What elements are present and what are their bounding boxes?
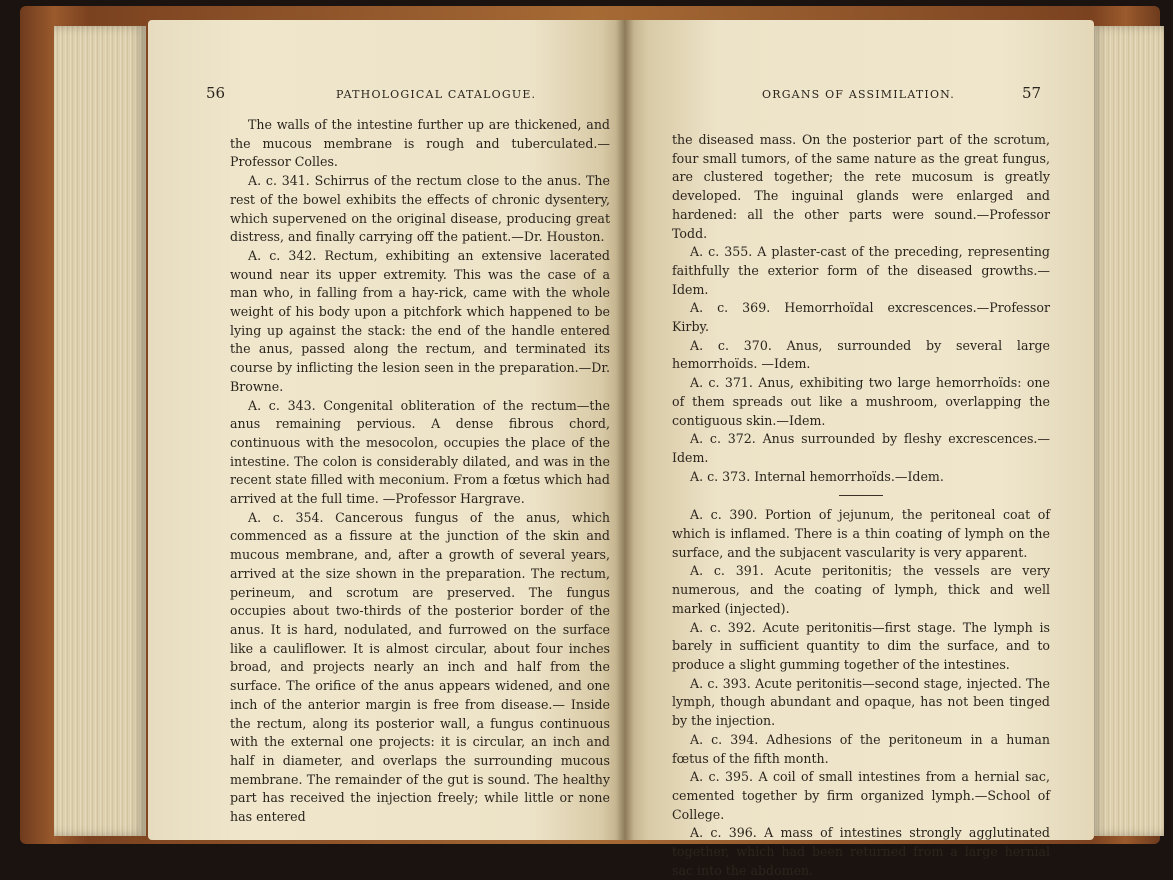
paragraph: A. c. 392. Acute peritonitis—first stage. The lymph is barely in sufficient quantity to dim the surface, and to produce a slight gumming together of the intestines. [672,619,1050,672]
paragraph: A. c. 394. Adhesions of the peritoneum in a human fœtus of the fifth month. [672,731,1050,766]
paragraph: A. c. 395. A coil of small intestines from a hernial sac, cemented together by firm organized lymph.—School of College. [672,769,1050,822]
paragraph: A. c. 355. A plaster-cast of the preceding, representing faithfully the exterior form of the diseased growths.—Idem. [672,244,1050,297]
left-page-edges [54,26,146,836]
paragraph: A. c. 341. Schirrus of the rectum close to the anus. The rest of the bowel exhibits the effects of chronic dysentery, which supervened on the original disease, producing great distress, and finally carrying off the patient.—Dr. Houston. [230,173,610,245]
paragraph: A. c. 373. Internal hemorrhoïds.—Idem. [690,468,944,484]
right-page-body [672,131,1050,880]
left-page-body [230,116,610,827]
paragraph: A. c. 372. Anus surrounded by fleshy excrescences.—Idem. [672,431,1050,465]
book-gutter [616,20,634,840]
right-running-header: ORGANS OF ASSIMILATION. [762,88,955,101]
right-page-edges [1092,26,1164,836]
paragraph: A. c. 343. Congenital obliteration of the rectum—the anus remaining pervious. A dense fibrous chord, continuous with the mesocolon, occupies the place of the intestine. The colon is considerably dilated, and was in the recent state filled with meconium. From a fœtus which had arrived at the full time. —Professor Hargrave. [230,397,610,507]
paragraph: A. c. 354. Cancerous fungus of the anus, which commenced as a fissure at the junction of the skin and mucous membrane, and, after a growth of several years, arrived at the size shown in the preparation. The rectum, perineum, and scrotum are preserved. The fungus occupies about two-thirds of the posterior border of the anus. It is hard, nodulated, and furrowed on the surface like a cauliflower. It is almost circular, about four inches broad, and projects nearly an inch and half from the surface. The orifice of the anus appears widened, and one inch of the anterior margin is free from disease.— Inside the rectum, along its posterior wall, a fungus continuous with the external one projects: it is circular, an inch and half in diameter, and overlaps the surrounding mucous membrane. The remainder of the gut is sound. The healthy part has received the injection freely; while little or none has entered [230,509,610,825]
paragraph: A. c. 391. Acute peritonitis; the vessels are very numerous, and the coating of lymph, thick and well marked (injected). [672,563,1050,616]
paragraph: A. c. 370. Anus, surrounded by several large hemorrhoïds. —Idem. [672,337,1050,372]
paragraph: A. c. 371. Anus, exhibiting two large hemorrhoïds: one of them spreads out like a mushroom, overlapping the contiguous skin.—Idem. [672,375,1050,428]
left-page [148,20,626,840]
right-page [624,20,1094,878]
book-spread [20,6,1160,878]
left-page-number: 56 [206,84,226,102]
right-page-number: 57 [1022,84,1042,102]
paragraph: The walls of the intestine further up are thickened, and the mucous membrane is rough and tuberculated.—Professor Colles. [230,117,610,170]
paragraph: A. c. 369. Hemorrhoïdal excrescences.—Professor Kirby. [672,300,1050,335]
left-running-header: PATHOLOGICAL CATALOGUE. [336,88,537,101]
paragraph: the diseased mass. On the posterior part of the scrotum, four small tumors, of the same nature as the great fungus, are clustered together; the rete mucosum is greatly developed. The inguinal glands were enlarged and hardened: all the other parts were sound.—Professor Todd. [672,132,1050,241]
paragraph: A. c. 342. Rectum, exhibiting an extensive lacerated wound near its upper extremity. This was the case of a man who, in falling from a hay-rick, came with the whole weight of his body upon a pitchfork which happened to be lying up against the stack: the end of the handle entered the anus, passed along the rectum, and terminated its course by inflicting the lesion seen in the preparation.—Dr. Browne. [230,247,610,394]
paragraph: A. c. 390. Portion of jejunum, the peritoneal coat of which is inflamed. There is a thin coating of lymph on the surface, and the subjacent vascularity is very apparent. [672,507,1050,560]
section-rule [839,495,883,496]
paragraph: A. c. 393. Acute peritonitis—second stage, injected. The lymph, though abundant and opaque, has not been tinged by the injection. [672,675,1050,729]
paragraph: A. c. 396. A mass of intestines strongly agglutinated together, which had been returned from a large hernial sac into the abdomen. [672,825,1050,878]
